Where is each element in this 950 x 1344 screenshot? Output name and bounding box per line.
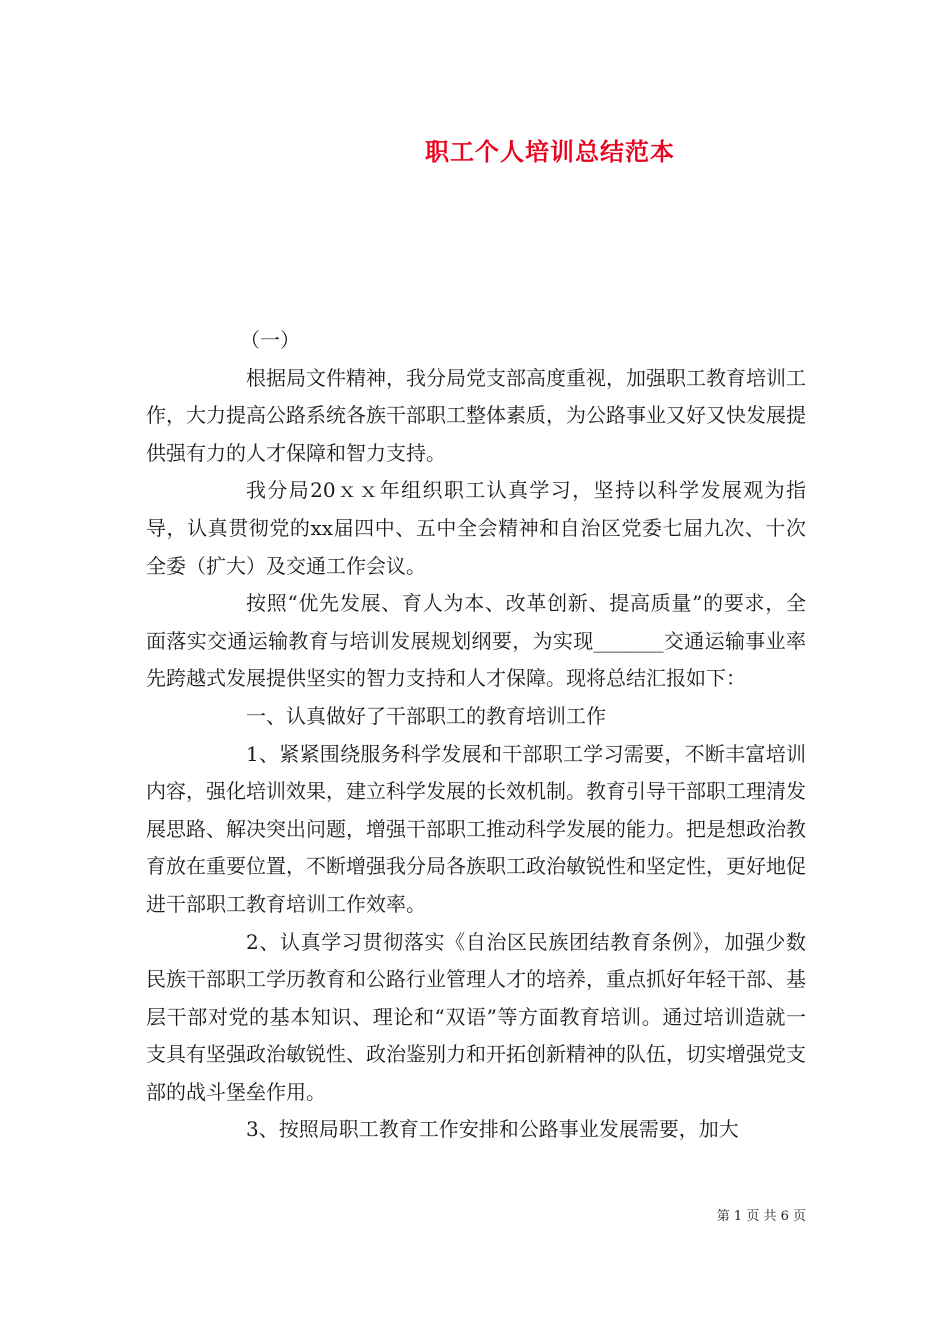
document-title: 职工个人培训总结范本 bbox=[425, 137, 675, 166]
section-marker: （一） bbox=[240, 328, 300, 352]
section-heading-1: 一、认真做好了干部职工的教育培训工作 bbox=[246, 703, 606, 728]
paragraph-item-3: 3、按照局职工教育工作安排和公路事业发展需要，加大 bbox=[246, 1117, 739, 1142]
paragraph-2: 我分局20ｘｘ年组织职工认真学习，坚持以科学发展观为指导，认真贯彻党的xx届四中、五中全会精神和自治区党委七届九次、十次全委（扩大）及交通工作会议。 bbox=[146, 478, 806, 578]
paragraph-1: 根据局文件精神，我分局党支部高度重视，加强职工教育培训工作，大力提高公路系统各族干部职工整体素质，为公路事业又好又快发展提供强有力的人才保障和智力支持。 bbox=[146, 365, 806, 465]
document-body bbox=[146, 322, 806, 1149]
paragraph-3: 按照“优先发展、育人为本、改革创新、提高质量”的要求，全面落实交通运输教育与培训发展规划纲要，为实现_______交通运输事业率先跨越式发展提供坚实的智力支持和人才保障。现将总结汇报如下： bbox=[146, 591, 806, 691]
page-number-footer: 第 1 页 共 6 页 bbox=[716, 1209, 806, 1224]
paragraph-item-2: 2、认真学习贯彻落实《自治区民族团结教育条例》，加强少数民族干部职工学历教育和公路行业管理人才的培养，重点抓好年轻干部、基层干部对党的基本知识、理论和“双语”等方面教育培训。通过培训造就一支具有坚强政治敏锐性、政治鉴别力和开拓创新精神的队伍，切实增强党支部的战斗堡垒作用。 bbox=[146, 929, 806, 1104]
paragraph-item-1: 1、紧紧围绕服务科学发展和干部职工学习需要，不断丰富培训内容，强化培训效果，建立科学发展的长效机制。教育引导干部职工理清发展思路、解决突出问题，增强干部职工推动科学发展的能力。把是想政治教育放在重要位置，不断增强我分局各族职工政治敏锐性和坚定性，更好地促进干部职工教育培训工作效率。 bbox=[146, 741, 806, 916]
